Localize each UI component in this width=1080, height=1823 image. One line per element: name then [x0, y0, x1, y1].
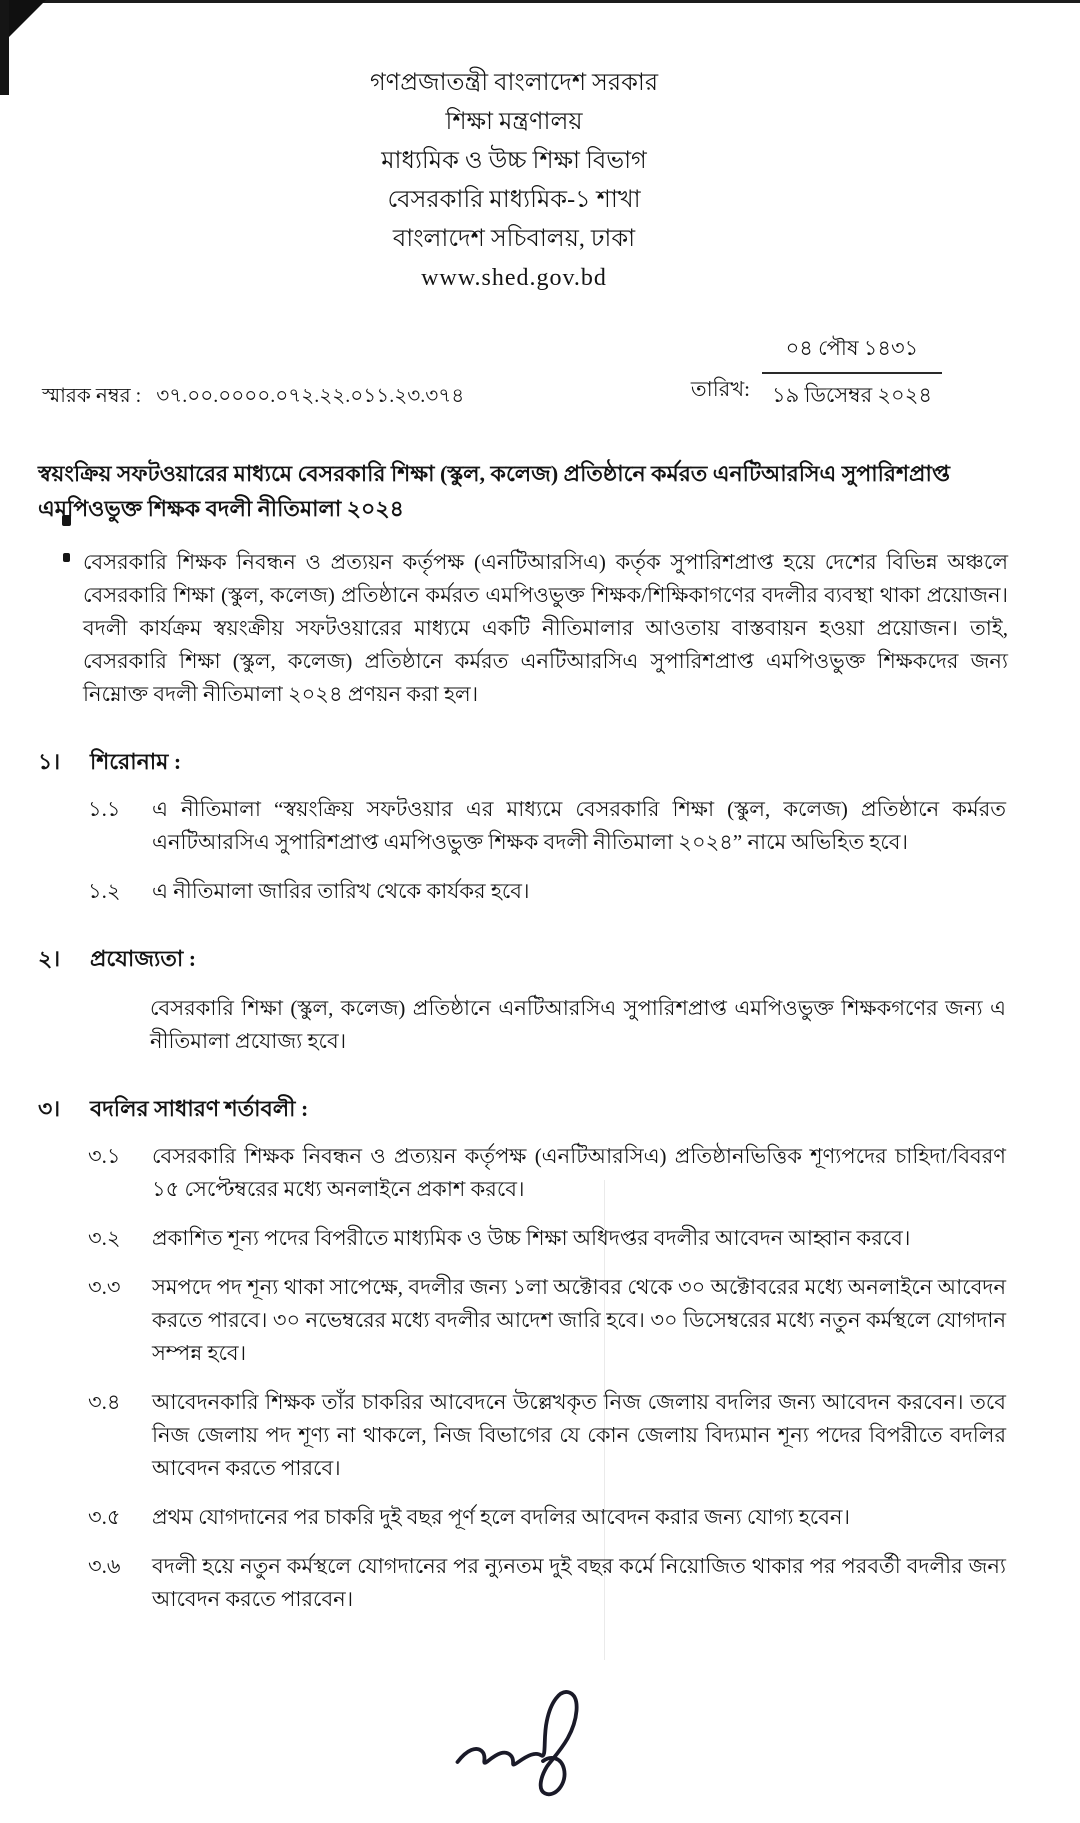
section-title-heading — [38, 747, 1010, 908]
secretariat-address: বাংলাদেশ সচিবালয়, ঢাকা — [392, 226, 636, 252]
clause-number: ১.১ — [88, 797, 121, 821]
clause-1-1 — [88, 793, 1010, 859]
division-name: মাধ্যমিক ও উচ্চ শিক্ষা বিভাগ — [381, 148, 647, 174]
memo-number-line — [38, 381, 464, 414]
section-2-paragraph: বেসরকারি শিক্ষা (স্কুল, কলেজ) প্রতিষ্ঠানে এনটিআরসিএ সুপারিশপ্রাপ্ত এমপিওভুক্ত শিক্ষকগণের জন্য এ নীতিমালা প্রযোজ্য হবে। — [150, 996, 1006, 1053]
clause-text: সমপদে পদ শূন্য থাকা সাপেক্ষে, বদলীর জন্য ১লা অক্টোবর থেকে ৩০ অক্টোবরের মধ্যে অনলাইনে আবেদন করতে পারবে। ৩০ নভেম্বরের মধ্যে বদলীর আদেশ জারি হবে। ৩০ ডিসেম্বরের মধ্যে নতুন কর্মস্থলে যোগদান সম্পন্ন হবে। — [152, 1275, 1006, 1365]
memo-number-value: ৩৭.০০.০০০০.০৭২.২২.০১১.২৩.৩৭৪ — [156, 385, 465, 407]
section-3-heading — [38, 1094, 1010, 1124]
clause-3-3 — [88, 1271, 1010, 1370]
date-label: তারিখ: — [690, 377, 750, 401]
clause-number: ৩.১ — [88, 1144, 121, 1168]
date-stack — [762, 332, 942, 414]
document-title: স্বয়ংক্রিয় সফটওয়ারের মাধ্যমে বেসরকারি শিক্ষা (স্কুল, কলেজ) প্রতিষ্ঠানে কর্মরত এনটিআরসিএ সুপারিশপ্রাপ্ত এমপিওভুক্ত শিক্ষক বদলী নীতিমালা ২০২৪ — [38, 461, 950, 521]
clause-text: এ নীতিমালা “স্বয়ংক্রিয় সফটওয়ার এর মাধ্যমে বেসরকারি শিক্ষা (স্কুল, কলেজ) প্রতিষ্ঠানে কর্মরত এনটিআরসিএ সুপারিশপ্রাপ্ত এমপিওভুক্ত শিক্ষক বদলী নীতিমালা ২০২৪” নামে অভিহিত হবে। — [152, 797, 1006, 854]
clause-text: আবেদনকারি শিক্ষক তাঁর চাকরির আবেদনে উল্লেখকৃত নিজ জেলায় বদলির জন্য আবেদন করবেন। তবে নিজ জেলায় পদ শূণ্য না থাকলে, নিজ বিভাগের যে কোন জেলায় বিদ্যমান শূন্য পদের বিপরীতে বদলির আবেদন করতে পারবে। — [152, 1390, 1006, 1480]
branch-name: বেসরকারি মাধ্যমিক-১ শাখা — [387, 187, 641, 213]
memo-row — [38, 332, 1010, 414]
section-1-title: শিরোনাম : — [90, 749, 182, 774]
clause-3-1 — [88, 1140, 1010, 1206]
ministry-name: শিক্ষা মন্ত্রণালয় — [445, 109, 583, 135]
section-1-heading — [38, 747, 1010, 777]
date-bangla: ০৪ পৌষ ১৪৩১ — [762, 332, 942, 374]
clause-number: ৩.৫ — [88, 1505, 121, 1529]
section-2-number: ২। — [38, 946, 61, 971]
website-url: www.shed.gov.bd — [421, 265, 607, 291]
signature-icon — [448, 1668, 638, 1818]
intro-paragraph: বেসরকারি শিক্ষক নিবন্ধন ও প্রত্যয়ন কর্তৃপক্ষ (এনটিআরসিএ) কর্তৃক সুপারিশপ্রাপ্ত হয়ে দেশের বিভিন্ন অঞ্চলে বেসরকারি শিক্ষা (স্কুল, কলেজ) প্রতিষ্ঠানে কর্মরত এমপিওভুক্ত শিক্ষক/শিক্ষিকাগণের বদলীর ব্যবস্থা থাকা প্রয়োজন। বদলী কার্যক্রম স্বয়ংক্রীয় সফটওয়ারের মাধ্যমে একটি নীতিমালার আওতায় বাস্তবায়ন হওয়া প্রয়োজন। তাই, বেসরকারি শিক্ষা (স্কুল, কলেজ) প্রতিষ্ঠানে কর্মরত এনটিআরসিএ সুপারিশপ্রাপ্ত এমপিওভুক্ত শিক্ষকদের জন্য নিম্নোক্ত বদলী নীতিমালা ২০২৪ প্রণয়ন করা হল। — [83, 550, 1008, 706]
clause-text: প্রথম যোগদানের পর চাকরি দুই বছর পূর্ণ হলে বদলির আবেদন করার জন্য যোগ্য হবেন। — [152, 1505, 850, 1529]
section-applicability — [38, 944, 1010, 1058]
signature — [448, 1668, 638, 1818]
section-3-number: ৩। — [38, 1096, 61, 1121]
memo-number-label: স্মারক নম্বর : — [42, 385, 142, 407]
clause-number: ৩.৬ — [88, 1554, 121, 1578]
letterhead — [18, 64, 1010, 298]
clause-3-5 — [88, 1501, 1010, 1534]
section-2-heading — [38, 944, 1010, 974]
clause-text: এ নীতিমালা জারির তারিখ থেকে কার্যকর হবে। — [152, 879, 530, 903]
clause-3-2 — [88, 1222, 1010, 1255]
clause-3-6 — [88, 1550, 1010, 1616]
clause-1-2 — [88, 875, 1010, 908]
clause-number: ৩.৪ — [88, 1390, 121, 1414]
section-2-title: প্রযোজ্যতা : — [90, 946, 197, 971]
clause-3-4 — [88, 1386, 1010, 1485]
section-general-conditions — [38, 1094, 1010, 1616]
clause-number: ৩.২ — [88, 1226, 121, 1250]
clause-text: প্রকাশিত শূন্য পদের বিপরীতে মাধ্যমিক ও উচ্চ শিক্ষা অধিদপ্তর বদলীর আবেদন আহ্বান করবে। — [152, 1226, 911, 1250]
date-block — [691, 332, 942, 414]
date-gregorian: ১৯ ডিসেম্বর ২০২৪ — [771, 383, 932, 407]
clause-number: ১.২ — [88, 879, 121, 903]
clause-text: বেসরকারি শিক্ষক নিবন্ধন ও প্রত্যয়ন কর্তৃপক্ষ (এনটিআরসিএ) প্রতিষ্ঠানভিত্তিক শূণ্যপদের চাহিদা/বিবরণ ১৫ সেপ্টেম্বরের মধ্যে অনলাইনে প্রকাশ করবে। — [152, 1144, 1006, 1201]
section-1-number: ১। — [38, 749, 61, 774]
clause-number: ৩.৩ — [88, 1275, 121, 1299]
clause-text: বদলী হয়ে নতুন কর্মস্থলে যোগদানের পর ন্যুনতম দুই বছর কর্মে নিয়োজিত থাকার পর পরবর্তী বদলীর জন্য আবেদন করতে পারবেন। — [152, 1554, 1006, 1611]
section-3-title: বদলির সাধারণ শর্তাবলী : — [90, 1096, 309, 1121]
government-name: গণপ্রজাতন্ত্রী বাংলাদেশ সরকার — [369, 70, 659, 96]
